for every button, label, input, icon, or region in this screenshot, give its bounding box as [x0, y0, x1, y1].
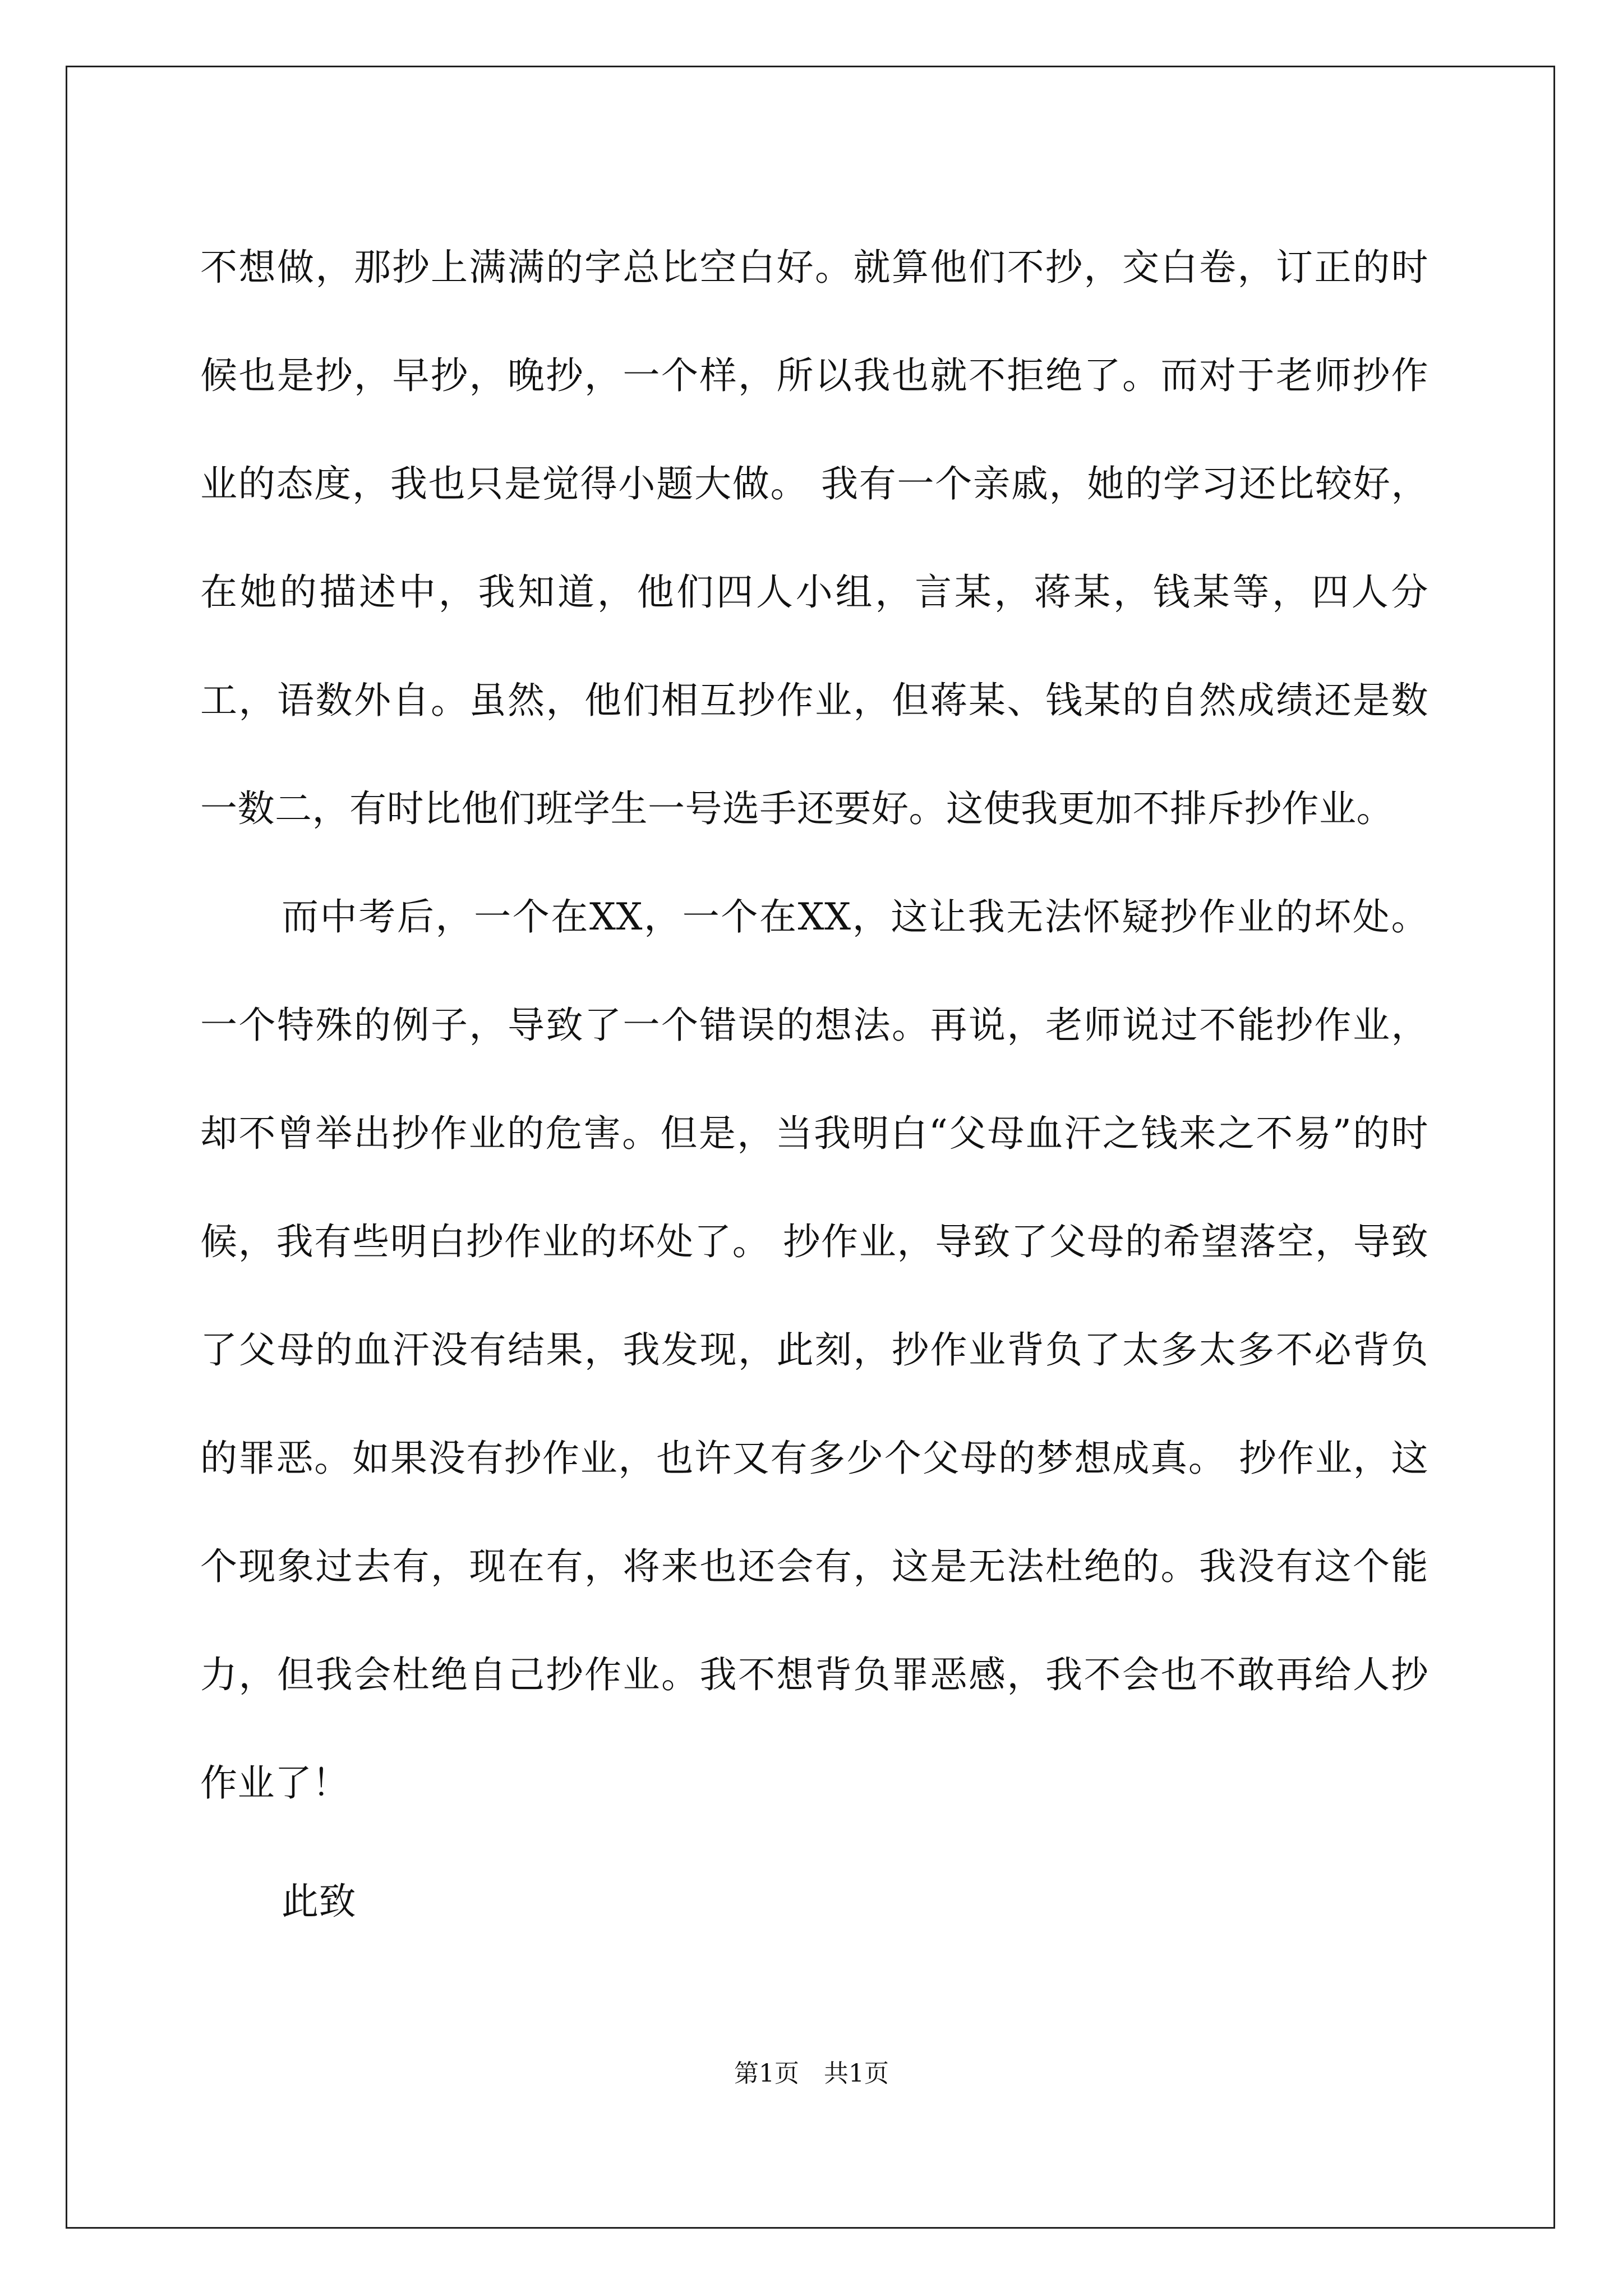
page-number-footer: 第1页 共1页 — [734, 2059, 889, 2088]
document-body — [200, 213, 1428, 1955]
closing-salutation: 此致 — [282, 1880, 356, 1923]
paragraph-1: 不想做，那抄上满满的字总比空白好。就算他们不抄，交白卷，订正的时候也是抄，早抄，晚抄，一个样，所以我也就不拒绝了。而对于老师抄作业的态度，我也只是觉得小题大做。 我有一个亲戚，她的学习还比较好，在她的描述中，我知道，他们四人小组，言某，蒋某，钱某等，四人分工，语数外自。虽然，他们相互抄作业，但蒋某、钱某的自然成绩还是数一数二，有时比他们班学生一号选手还要好。这使我更加不排斥抄作业。 — [200, 246, 1428, 830]
paragraph-2: 而中考后，一个在XX，一个在XX，这让我无法怀疑抄作业的坏处。一个特殊的例子，导致了一个错误的想法。再说，老师说过不能抄作业，却不曾举出抄作业的危害。但是，当我明白“父母血汗之钱来之不易”的时候，我有些明白抄作业的坏处了。 抄作业，导致了父母的希望落空，导致了父母的血汗没有结果，我发现，此刻，抄作业背负了太多太多不必背负的罪恶。如果没有抄作业，也许又有多少个父母的梦想成真。 抄作业，这个现象过去有，现在有，将来也还会有，这是无法杜绝的。我没有这个能力，但我会杜绝自己抄作业。我不想背负罪恶感，我不会也不敢再给人抄作业了！ — [200, 895, 1428, 1805]
